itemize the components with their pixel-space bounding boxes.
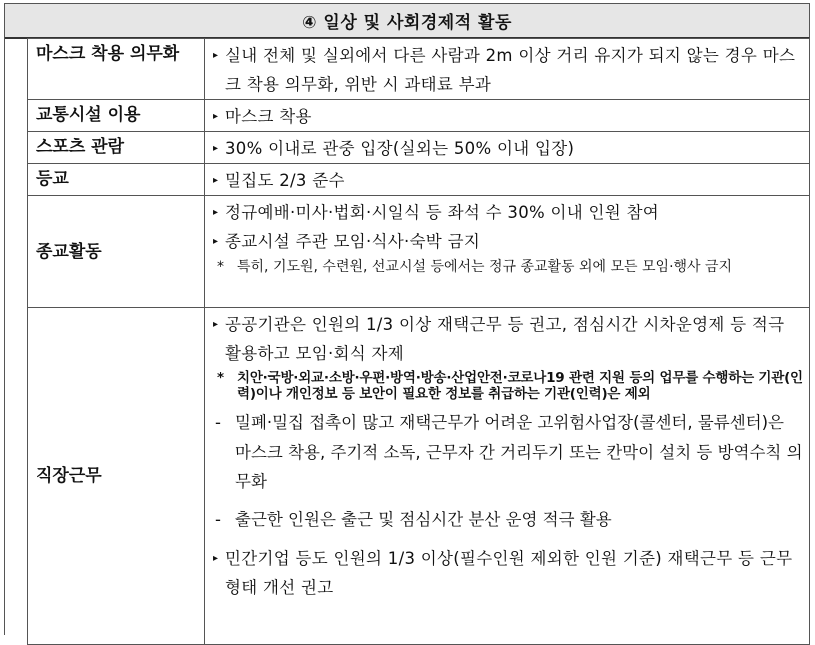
measures-table <box>27 38 810 645</box>
row-label-transport: 교통시설 이용 <box>28 100 205 132</box>
list-item: ▸ 민간기업 등도 인원의 1/3 이상(필수인원 제외한 인원 기준) 재택근무 등 근무형태 개선 권고 <box>213 544 803 602</box>
row-content-transport <box>205 100 810 132</box>
row-content-workplace <box>205 308 810 645</box>
list-item: ▸ 밀집도 2/3 준수 <box>213 166 803 195</box>
row-content-sports <box>205 132 810 164</box>
dash-bullet-icon: - <box>215 509 221 529</box>
triangle-bullet-icon: ▸ <box>213 111 219 122</box>
table-row <box>28 308 810 645</box>
triangle-bullet-icon: ▸ <box>213 236 219 247</box>
triangle-bullet-icon: ▸ <box>213 207 219 218</box>
table-row <box>28 39 810 100</box>
row-label-mask: 마스크 착용 의무화 <box>28 39 205 100</box>
asterisk-icon: * <box>217 259 224 275</box>
row-content-mask <box>205 39 810 100</box>
table-row <box>28 132 810 164</box>
footnote: * 특히, 기도원, 수련원, 선교시설 등에서는 정규 종교활동 외에 모든 모임·행사 금지 <box>213 258 803 277</box>
triangle-bullet-icon: ▸ <box>213 553 219 564</box>
table-row <box>28 164 810 196</box>
list-item: ▸ 공공기관은 인원의 1/3 이상 재택근무 등 권고, 점심시간 시차운영제 등 적극 활용하고 모임·회식 자제 <box>213 310 803 368</box>
row-content-religion <box>205 196 810 308</box>
list-item: ▸ 실내 전체 및 실외에서 다른 사람과 2m 이상 거리 유지가 되지 않는 경우 마스크 착용 의무화, 위반 시 과태료 부과 <box>213 41 803 99</box>
list-item: - 출근한 인원은 출근 및 점심시간 분산 운영 적극 활용 <box>213 505 803 535</box>
triangle-bullet-icon: ▸ <box>213 319 219 330</box>
list-item: - 밀폐·밀집 접촉이 많고 재택근무가 어려운 고위험사업장(콜센터, 물류센터)은 마스크 착용, 주기적 소독, 근무자 간 거리두기 또는 칸막이 설치 등 방역수칙 의무화 <box>213 408 803 497</box>
left-margin-column <box>4 38 28 635</box>
table-row <box>28 100 810 132</box>
row-label-workplace: 직장근무 <box>28 308 205 645</box>
triangle-bullet-icon: ▸ <box>213 175 219 186</box>
list-item: ▸ 30% 이내로 관중 입장(실외는 50% 이내 입장) <box>213 134 803 163</box>
dash-bullet-icon: - <box>215 413 221 432</box>
triangle-bullet-icon: ▸ <box>213 143 219 154</box>
row-label-school: 등교 <box>28 164 205 196</box>
row-label-sports: 스포츠 관람 <box>28 132 205 164</box>
table-row <box>28 196 810 308</box>
triangle-bullet-icon: ▸ <box>213 50 219 61</box>
section-title: ④ 일상 및 사회경제적 활동 <box>4 3 810 39</box>
row-label-religion: 종교활동 <box>28 196 205 308</box>
row-content-school <box>205 164 810 196</box>
asterisk-icon: * <box>217 370 224 386</box>
footnote: * 치안·국방·외교·소방·우편·방역·방송·산업안전·코로나19 관련 지원 등의 업무를 수행하는 기관(인력)이나 개인정보 등 보안이 필요한 정보를 취급하는 기관(인력)은 제외 <box>213 370 803 402</box>
list-item: ▸ 종교시설 주관 모임·식사·숙박 금지 <box>213 227 803 256</box>
list-item: ▸ 정규예배·미사·법회·시일식 등 좌석 수 30% 이내 인원 참여 <box>213 198 803 227</box>
list-item: ▸ 마스크 착용 <box>213 102 803 131</box>
